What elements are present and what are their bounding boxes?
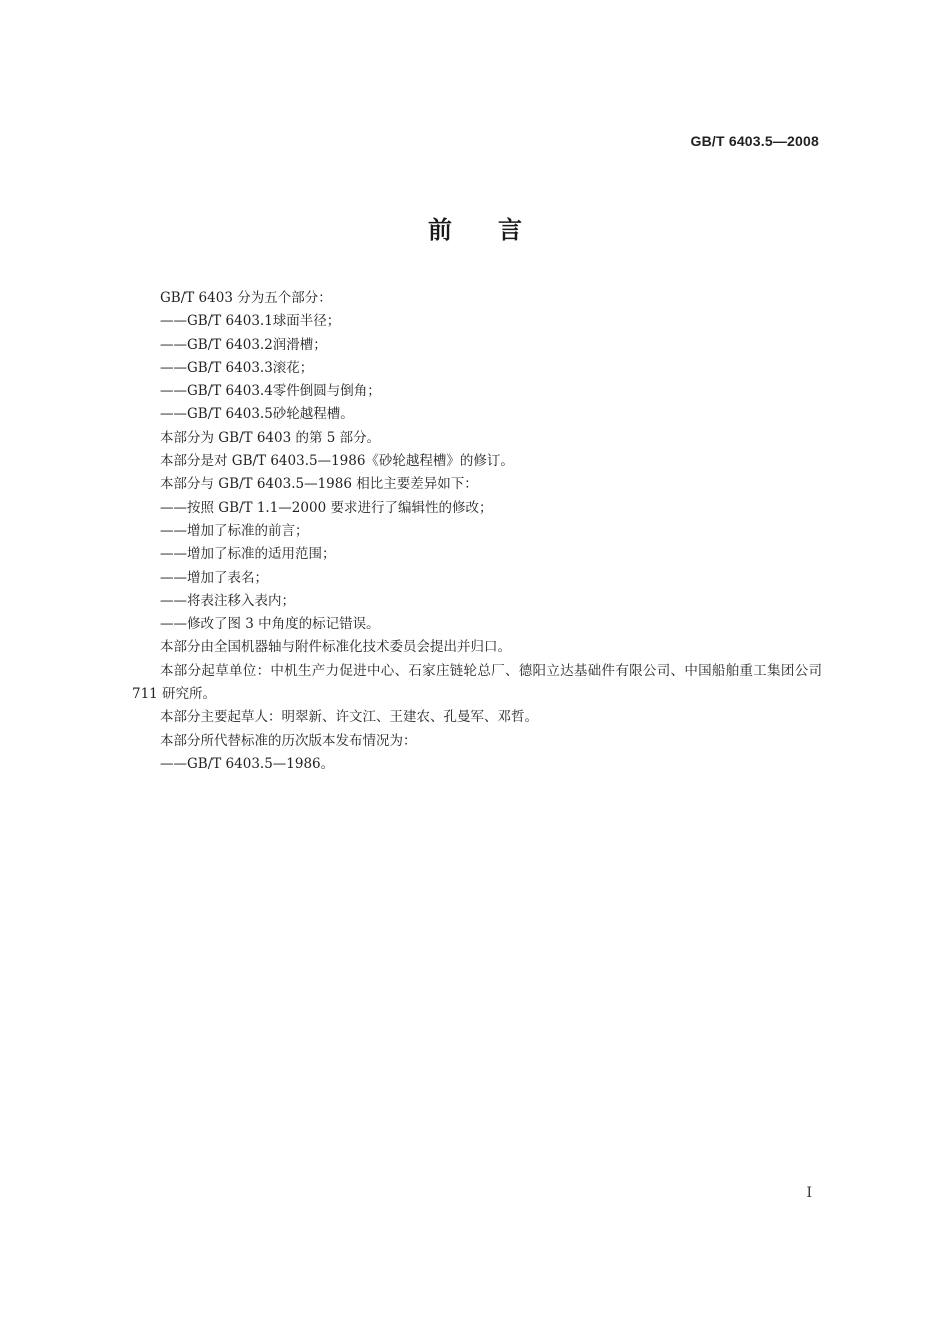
part-item [132, 403, 822, 426]
part-code: ——GB/T 6403.3 [160, 359, 273, 376]
history-item: ——GB/T 6403.5—1986。 [160, 755, 335, 772]
change-item: ——增加了表名； [160, 569, 268, 586]
change-item: ——增加了标准的适用范围； [160, 546, 336, 563]
revision-paragraph: 本部分是对 GB/T 6403.5—1986《砂轮越程槽》的修订。 [160, 453, 514, 470]
change-item: ——修改了图 3 中角度的标记错误。 [160, 616, 380, 633]
part-item [132, 310, 822, 333]
page-number: I [806, 1185, 812, 1201]
part-code: ——GB/T 6403.4 [160, 383, 273, 400]
proposed-paragraph: 本部分由全国机器轴与附件标准化技术委员会提出并归口。 [160, 639, 511, 656]
drafting-units-paragraph: 本部分起草单位：中机生产力促进中心、石家庄链轮总厂、德阳立达基础件有限公司、中国船舶重工集团公司 711 研究所。 [132, 662, 822, 703]
change-item: ——按照 GB/T 1.1—2000 要求进行了编辑性的修改； [160, 499, 493, 516]
drafters-paragraph: 本部分主要起草人：明翠新、许文江、王建农、孔曼军、邓哲。 [160, 709, 538, 726]
document-code: GB/T 6403.5—2008 [690, 133, 819, 149]
history-intro-paragraph: 本部分所代替标准的历次版本发布情况为： [160, 732, 417, 749]
part-code: ——GB/T 6403.1 [160, 313, 273, 330]
part-name: 滚花； [272, 359, 314, 376]
part-code: ——GB/T 6403.5 [160, 406, 273, 423]
part-code: ——GB/T 6403.2 [160, 336, 273, 353]
part-name: 砂轮越程槽。 [272, 406, 354, 423]
part-of-paragraph: 本部分为 GB/T 6403 的第 5 部分。 [160, 429, 381, 446]
page-title: 前言 [428, 216, 568, 244]
intro-paragraph: GB/T 6403 分为五个部分： [160, 290, 332, 306]
part-name: 球面半径； [272, 313, 341, 330]
change-item: ——增加了标准的前言； [160, 522, 309, 539]
foreword-body [132, 287, 822, 776]
part-item [132, 334, 822, 357]
part-item [132, 380, 822, 403]
part-name: 润滑槽； [272, 336, 327, 353]
change-item: ——将表注移入表内； [160, 592, 295, 609]
changes-intro-paragraph: 本部分与 GB/T 6403.5—1986 相比主要差异如下： [160, 476, 478, 493]
part-item [132, 357, 822, 380]
part-name: 零件倒圆与倒角； [272, 383, 381, 400]
